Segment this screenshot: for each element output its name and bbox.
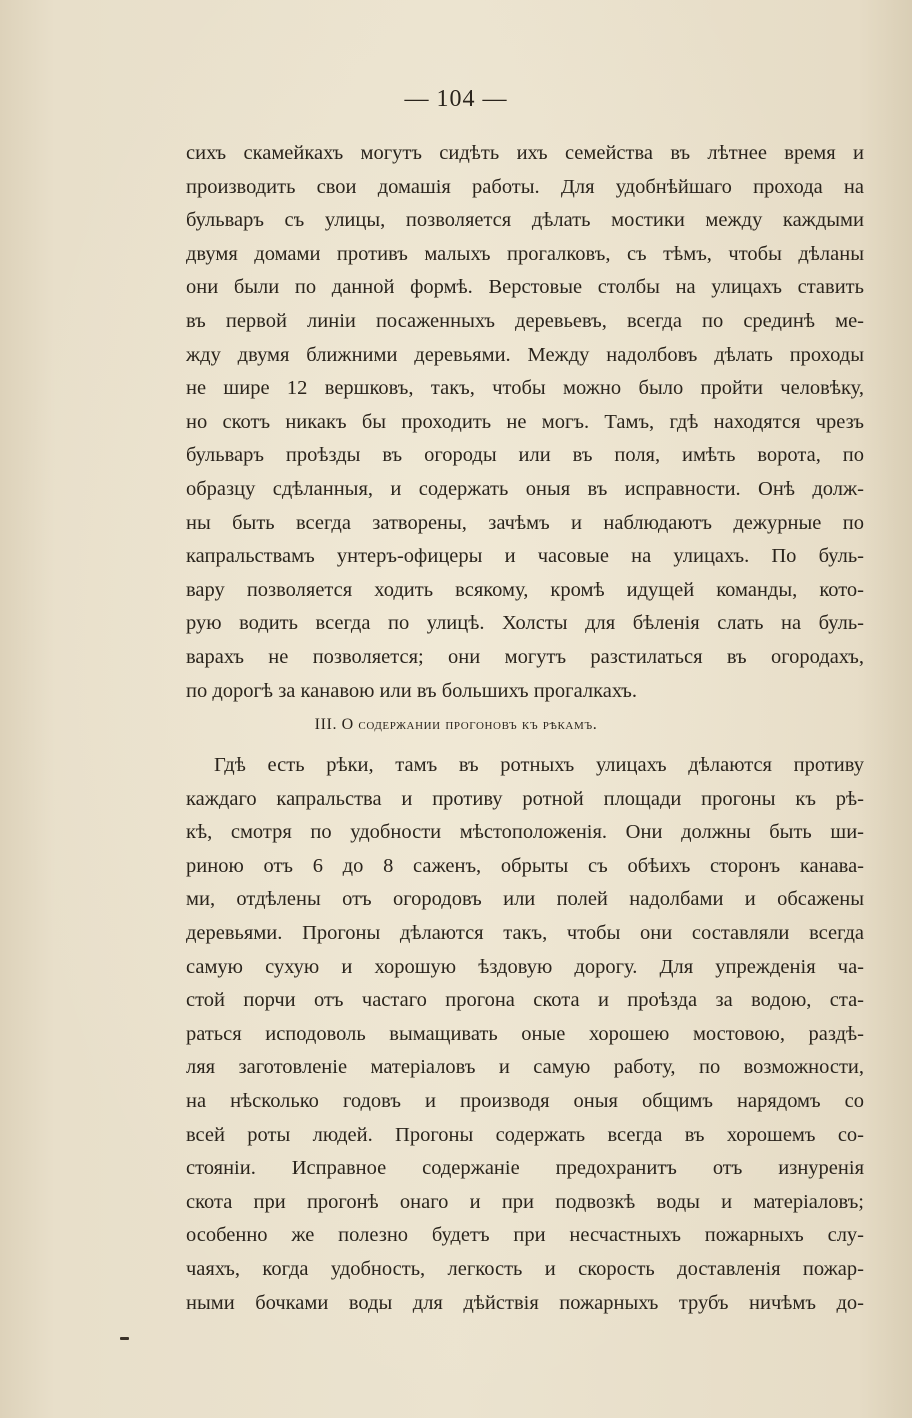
text-line: образцу сдѣланныя, и содержать оныя въ исправности. Онѣ долж- [186,477,864,500]
text-line: не шире 12 вершковъ, такъ, чтобы можно было пройти человѣку, [186,377,864,400]
text-line: ми, отдѣлены отъ огородовъ или полей надолбами и обсажены [186,888,864,911]
text-line: каждаго капральства и противу ротной площади прогоны къ рѣ- [186,787,864,810]
text-line: жду двумя ближними деревьями. Между надолбовъ дѣлать проходы [186,343,864,366]
text-line: по дорогѣ за канавою или въ большихъ прогалкахъ. [186,679,638,702]
text-line: ны быть всегда затворены, зачѣмъ и наблюдаютъ дежурные по [186,511,864,534]
text-line: рую водить всегда по улицѣ. Холсты для бѣленія слать на буль- [186,612,864,635]
text-line: вару позволяется ходить всякому, кромѣ идущей команды, кото- [186,578,864,601]
text-line: ляя заготовленіе матеріаловъ и самую работу, по возможности, [186,1056,864,1079]
text-line: самую сухую и хорошую ѣздовую дорогу. Для упрежденія ча- [186,955,864,978]
text-line: раться исподоволь вымащивать оные хорошею мостовою, раздѣ- [186,1022,864,1045]
text-line: риною отъ 6 до 8 саженъ, обрыты съ обѣихъ сторонъ канава- [186,854,864,877]
text-line: но скотъ никакъ бы проходить не могъ. Тамъ, гдѣ находятся чрезъ [186,410,864,433]
text-line: двумя домами противъ малыхъ прогалковъ, съ тѣмъ, чтобы дѣланы [186,242,864,265]
text-line: стояніи. Исправное содержаніе предохранитъ отъ изнуренія [186,1157,864,1180]
text-line: Гдѣ есть рѣки, тамъ въ ротныхъ улицахъ дѣлаются противу [214,754,864,776]
text-line: сихъ скамейкахъ могутъ сидѣть ихъ семейства въ лѣтнее время и [186,142,864,164]
paragraph-2 [186,749,864,1320]
text-line: они были по данной формѣ. Верстовые столбы на улицахъ ставить [186,276,864,299]
text-line: бульваръ съ улицы, позволяется дѣлать мостики между каждыми [186,209,864,232]
paragraph-1 [186,137,864,708]
text-line: ными бочками воды для дѣйствія пожарныхъ трубъ ничѣмъ до- [186,1291,864,1314]
text-line: стой порчи отъ частаго прогона скота и проѣзда за водою, ста- [186,989,864,1012]
text-line: деревьями. Прогоны дѣлаются такъ, чтобы они составляли всегда [186,921,864,944]
section-heading: III. О содержании прогоновъ къ рѣкамъ. [314,716,598,733]
text-line: всей роты людей. Прогоны содержать всегда въ хорошемъ со- [186,1123,864,1146]
text-line: производить свои домашія работы. Для удобнѣйшаго прохода на [186,175,864,198]
text-line: бульваръ проѣзды въ огороды или въ поля, имѣть ворота, по [186,444,864,467]
text-line: на нѣсколько годовъ и производя оныя общимъ нарядомъ со [186,1089,864,1112]
text-line: кѣ, смотря по удобности мѣстоположенія. Они должны быть ши- [186,821,864,844]
text-line: въ первой линіи посаженныхъ деревьевъ, всегда по срединѣ ме- [186,309,864,332]
text-line: особенно же полезно будетъ при несчастныхъ пожарныхъ слу- [186,1224,864,1247]
text-line: капральствамъ унтеръ-офицеры и часовые на улицахъ. По буль- [186,545,864,568]
page-number: — 104 — [404,86,508,112]
text-line: варахъ не позволяется; они могутъ разстилаться въ огородахъ, [186,645,864,668]
text-line: скота при прогонѣ онаго и при подвозкѣ воды и матеріаловъ; [186,1190,864,1213]
ink-speck [120,1337,129,1340]
text-line: чаяхъ, когда удобность, легкость и скорость доставленія пожар- [186,1257,864,1280]
